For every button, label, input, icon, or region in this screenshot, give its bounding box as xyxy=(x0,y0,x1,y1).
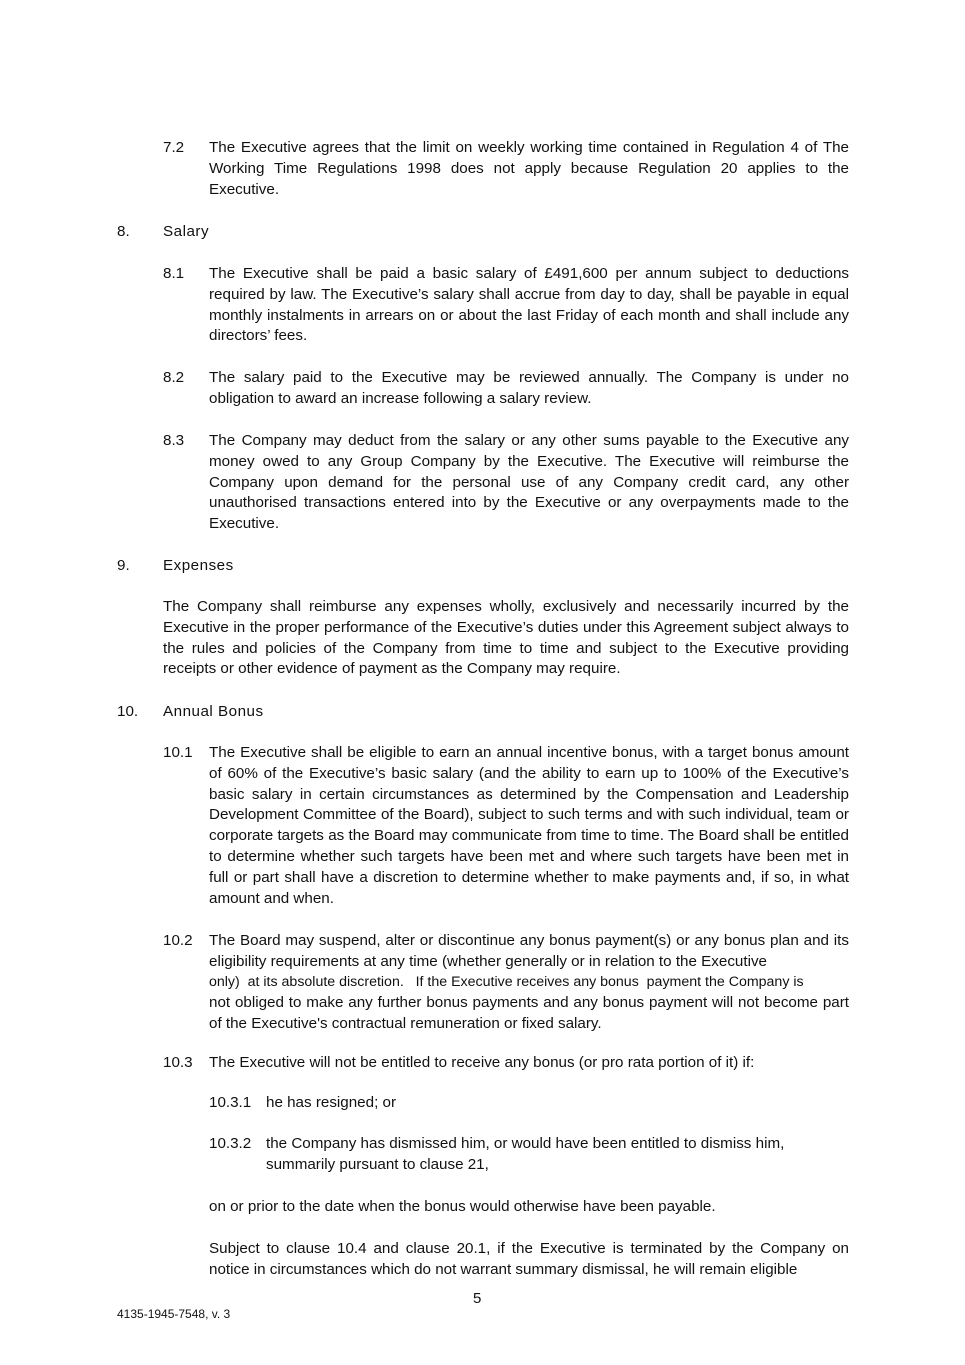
page-number: 5 xyxy=(473,1290,482,1307)
clause-text: The Executive will not be entitled to receive any bonus (or pro rata portion of it) if: xyxy=(209,1054,755,1071)
clause-text: The Company may deduct from the salary or any other sums payable to the Executive any money owed to any Group Company by the Executive. The Executive will reimburse the Company upon demand for the personal use of any Company credit card, any other unauthorised transactions entered into by the Executive or any overpayments made to the Executive. xyxy=(209,432,849,533)
section-heading: Annual Bonus xyxy=(163,703,264,720)
section-number: 10. xyxy=(117,703,139,720)
clause-text: The Executive agrees that the limit on weekly working time contained in Regulation 4 of The Working Time Regulations 1998 does not apply because Regulation 20 applies to the Executive. xyxy=(209,139,849,198)
clause-number: 8.2 xyxy=(163,369,185,386)
clause-text-part-b: only) at its absolute discretion. If the Executive receives any bonus payment the Company is xyxy=(209,974,804,990)
document-reference: 4135-1945-7548, v. 3 xyxy=(117,1307,231,1321)
section-heading: Salary xyxy=(163,223,210,240)
clause-text: the Company has dismissed him, or would have been entitled to dismiss him, summarily pursuant to clause 21, xyxy=(266,1135,785,1173)
section-9-text: The Company shall reimburse any expenses wholly, exclusively and necessarily incurred by the Executive in the proper performance of the Executive’s duties under this Agreement subject always to the rules and policies of the Company from time to time and subject to the Executive providing receipts or other evidence of payment as the Company may require. xyxy=(163,598,849,678)
clause-10-3-subject: Subject to clause 10.4 and clause 20.1, if the Executive is terminated by the Company on notice in circumstances which do not warrant summary dismissal, he will remain eligible xyxy=(209,1240,849,1278)
clause-number: 8.3 xyxy=(163,432,185,449)
clause-text: he has resigned; or xyxy=(266,1094,397,1111)
clause-text-part-c: not obliged to make any further bonus payments and any bonus payment will not become part of the Executive's contractual remuneration or fixed salary. xyxy=(209,994,849,1032)
clause-number: 8.1 xyxy=(163,265,185,282)
clause-text-part-a: The Board may suspend, alter or discontinue any bonus payment(s) or any bonus plan and its eligibility requirements at any time (whether generally or in relation to the Executive xyxy=(209,932,849,970)
clause-number: 10.2 xyxy=(163,932,193,949)
section-number: 9. xyxy=(117,557,130,574)
clause-number: 7.2 xyxy=(163,139,185,156)
clause-number: 10.3.2 xyxy=(209,1135,252,1152)
clause-number: 10.3.1 xyxy=(209,1094,252,1111)
clause-10-3-tail: on or prior to the date when the bonus would otherwise have been payable. xyxy=(209,1198,716,1215)
section-heading: Expenses xyxy=(163,557,234,574)
clause-text: The Executive shall be paid a basic salary of £491,600 per annum subject to deductions required by law. The Executive’s salary shall accrue from day to day, shall be payable in equal monthly instalments in arrears on or about the last Friday of each month and shall include any directors’ fees. xyxy=(209,265,849,345)
clause-text: The salary paid to the Executive may be reviewed annually. The Company is under no obligation to award an increase following a salary review. xyxy=(209,369,849,407)
clause-number: 10.1 xyxy=(163,744,193,761)
section-number: 8. xyxy=(117,223,130,240)
clause-text: The Executive shall be eligible to earn an annual incentive bonus, with a target bonus amount of 60% of the Executive’s basic salary (and the ability to earn up to 100% of the Executive’s basic salary in certain circumstances as determined by the Compensation and Leadership Development Committee of the Board), subject to such terms and with such individual, team or corporate targets as the Board may communicate from time to time. The Board shall be entitled to determine whether such targets have been met and where such targets have been met in full or part shall have a discretion to determine whether to make payments and, if so, in what amount and when. xyxy=(209,744,849,907)
clause-number: 10.3 xyxy=(163,1054,193,1071)
